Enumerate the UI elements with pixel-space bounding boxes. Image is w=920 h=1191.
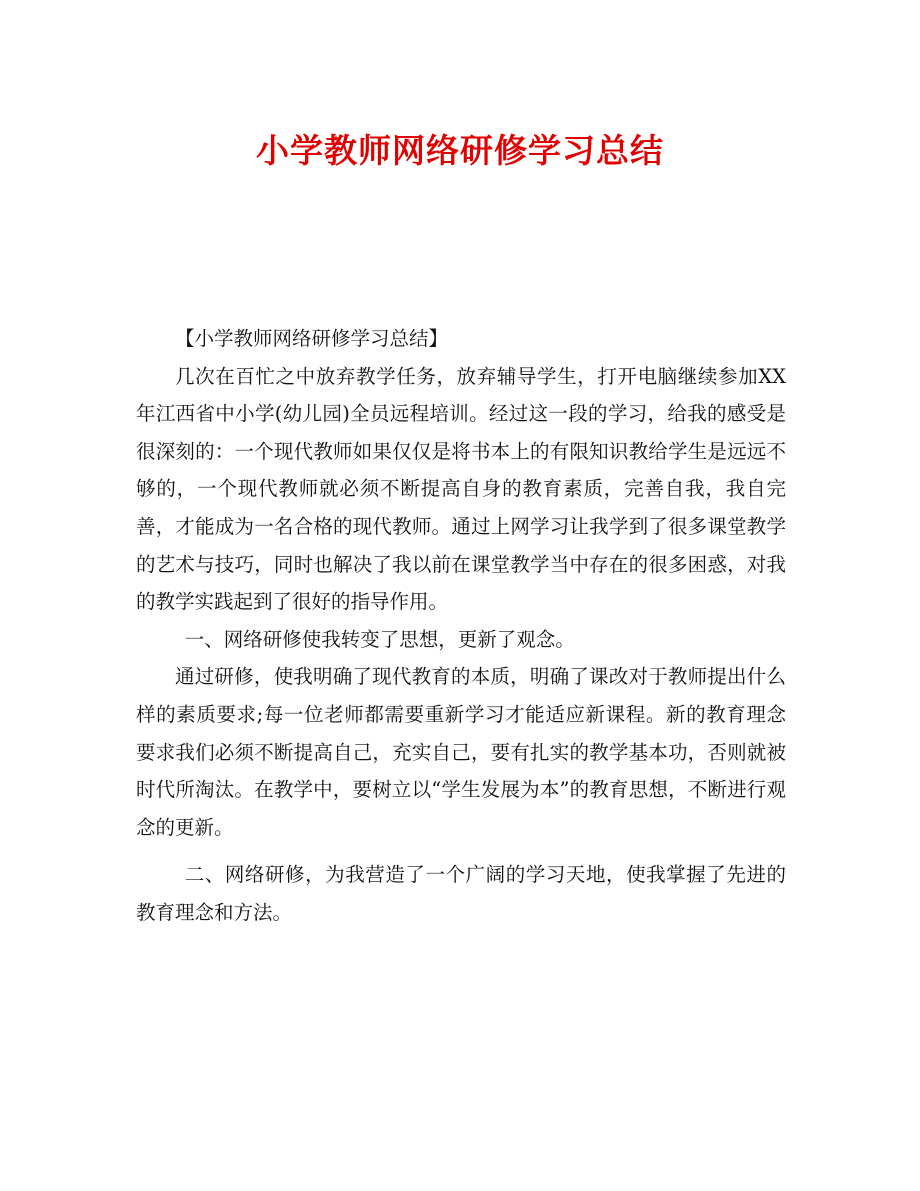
document-body (136, 320, 786, 932)
section-heading-two: 二、网络研修，为我营造了一个广阔的学习天地，使我掌握了先进的教育理念和方法。 (136, 863, 786, 924)
paragraph-intro: 几次在百忙之中放弃教学任务，放弃辅导学生，打开电脑继续参加XX年江西省中小学(幼儿园)全员远程培训。经过这一段的学习，给我的感受是很深刻的：一个现代教师如果仅仅是将书本上的有限知识教给学生是远远不够的，一个现代教师就必须不断提高自身的教育素质，完善自我，我自完善，才能成为一名合格的现代教师。通过上网学习让我学到了很多课堂教学的艺术与技巧，同时也解决了我以前在课堂教学当中存在的很多困惑，对我的教学实践起到了很好的指导作用。 (136, 364, 786, 614)
paragraph-bracket-title: 【小学教师网络研修学习总结】 (175, 327, 449, 350)
section-heading-one: 一、网络研修使我转变了思想，更新了观念。 (184, 627, 575, 651)
document-title: 小学教师网络研修学习总结 (256, 131, 664, 170)
paragraph-section-one: 通过研修，使我明确了现代教育的本质，明确了课改对于教师提出什么样的素质要求;每一位老师都需要重新学习才能适应新课程。新的教育理念要求我们必须不断提高自己，充实自己，要有扎实的教学基本功，否则就被时代所淘汰。在教学中，要树立以“学生发展为本”的教育思想，不断进行观念的更新。 (136, 665, 786, 839)
